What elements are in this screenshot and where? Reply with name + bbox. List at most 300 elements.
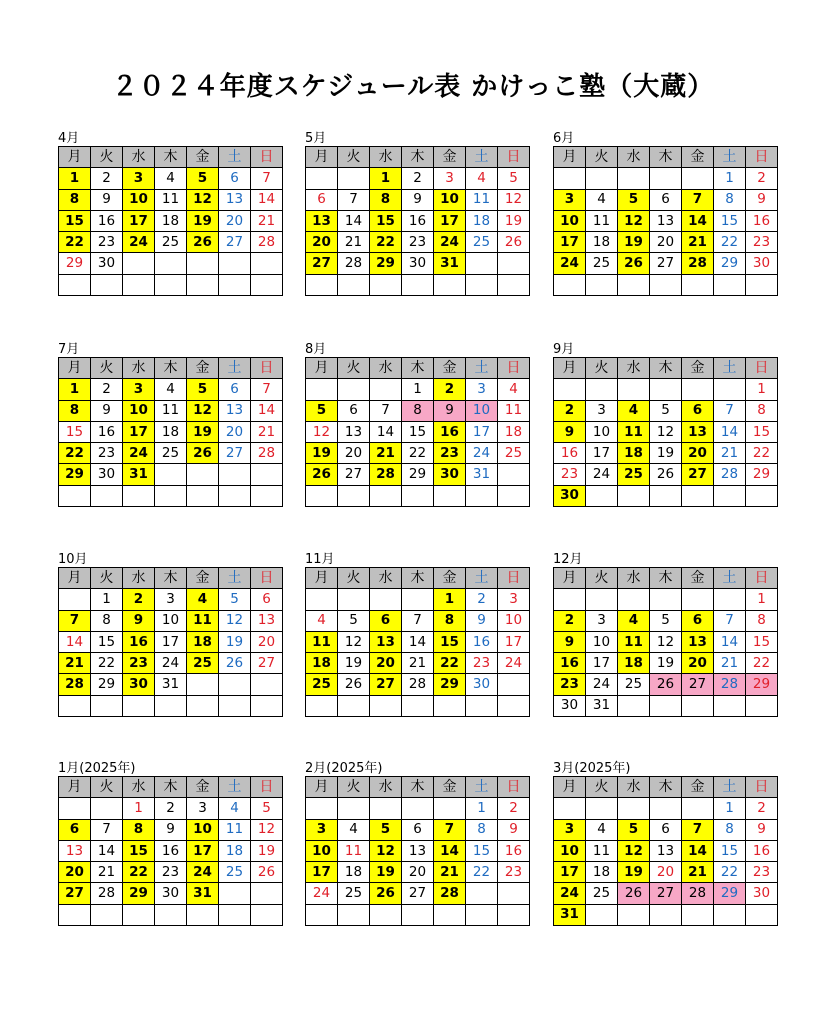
day-cell: [714, 695, 746, 716]
day-cell: 20: [59, 862, 91, 883]
weekday-header: 月: [306, 777, 338, 798]
day-cell: 2: [554, 610, 586, 631]
day-cell: [155, 904, 187, 925]
day-cell: 25: [618, 674, 650, 695]
day-cell: 2: [746, 168, 778, 189]
day-cell: 1: [714, 168, 746, 189]
day-cell: 12: [498, 189, 530, 210]
week-row: [59, 253, 283, 274]
weekday-header: 日: [251, 568, 283, 589]
day-cell: [498, 904, 530, 925]
day-cell: 29: [123, 883, 155, 904]
weekday-header: 土: [714, 147, 746, 168]
day-cell: 2: [402, 168, 434, 189]
day-cell: 31: [187, 883, 219, 904]
day-cell: [650, 695, 682, 716]
week-row: [59, 610, 283, 631]
day-cell: 4: [306, 610, 338, 631]
day-cell: [618, 168, 650, 189]
day-cell: 22: [434, 653, 466, 674]
day-cell: 6: [650, 819, 682, 840]
day-cell: 17: [187, 840, 219, 861]
day-cell: 28: [714, 674, 746, 695]
weekday-header: 火: [586, 568, 618, 589]
day-cell: 1: [402, 379, 434, 400]
week-row: [306, 464, 530, 485]
weekday-header: 月: [554, 777, 586, 798]
day-cell: 5: [370, 819, 402, 840]
day-cell: 29: [370, 253, 402, 274]
week-row: [59, 840, 283, 861]
day-cell: [91, 485, 123, 506]
month-label: 8月: [305, 342, 327, 357]
day-cell: [251, 485, 283, 506]
day-cell: 26: [650, 464, 682, 485]
day-cell: 5: [650, 610, 682, 631]
day-cell: 26: [187, 232, 219, 253]
day-cell: 19: [251, 840, 283, 861]
day-cell: [434, 274, 466, 295]
day-cell: 16: [434, 421, 466, 442]
day-cell: 23: [402, 232, 434, 253]
day-cell: 23: [155, 862, 187, 883]
day-cell: 16: [466, 631, 498, 652]
week-row: [554, 610, 778, 631]
day-cell: [251, 674, 283, 695]
day-cell: [498, 674, 530, 695]
day-cell: 19: [187, 210, 219, 231]
weekday-header: 日: [746, 358, 778, 379]
day-cell: 2: [554, 400, 586, 421]
day-cell: 21: [682, 232, 714, 253]
day-cell: 11: [187, 610, 219, 631]
day-cell: [746, 485, 778, 506]
day-cell: [123, 253, 155, 274]
day-cell: 29: [434, 674, 466, 695]
weekday-header-row: [554, 147, 778, 168]
day-cell: 3: [434, 168, 466, 189]
day-cell: 1: [59, 168, 91, 189]
week-row: [59, 168, 283, 189]
weekday-header: 日: [498, 568, 530, 589]
day-cell: 25: [306, 674, 338, 695]
weekday-header: 土: [219, 147, 251, 168]
day-cell: [618, 798, 650, 819]
day-cell: [306, 168, 338, 189]
day-cell: 11: [155, 189, 187, 210]
week-row: [554, 589, 778, 610]
day-cell: 19: [650, 443, 682, 464]
day-cell: 26: [618, 883, 650, 904]
day-cell: 4: [586, 819, 618, 840]
day-cell: 3: [466, 379, 498, 400]
week-row: [59, 400, 283, 421]
week-row: [59, 589, 283, 610]
day-cell: 21: [714, 443, 746, 464]
day-cell: [123, 274, 155, 295]
day-cell: 27: [402, 883, 434, 904]
day-cell: [402, 904, 434, 925]
day-cell: 3: [123, 168, 155, 189]
day-cell: 4: [155, 379, 187, 400]
day-cell: 5: [306, 400, 338, 421]
weekday-header: 火: [91, 358, 123, 379]
day-cell: [466, 695, 498, 716]
day-cell: 7: [714, 610, 746, 631]
day-cell: [650, 485, 682, 506]
day-cell: 28: [91, 883, 123, 904]
day-cell: 30: [554, 485, 586, 506]
weekday-header: 土: [466, 358, 498, 379]
day-cell: [618, 589, 650, 610]
day-cell: [251, 883, 283, 904]
day-cell: 8: [714, 189, 746, 210]
day-cell: 30: [554, 695, 586, 716]
week-row: [59, 464, 283, 485]
day-cell: 1: [746, 589, 778, 610]
week-row: [306, 883, 530, 904]
day-cell: 10: [123, 400, 155, 421]
week-row: [554, 232, 778, 253]
day-cell: 27: [219, 232, 251, 253]
day-cell: [586, 168, 618, 189]
day-cell: [338, 379, 370, 400]
day-cell: 25: [187, 653, 219, 674]
day-cell: [306, 274, 338, 295]
week-row: [306, 904, 530, 925]
month-table: [305, 567, 530, 717]
day-cell: 12: [219, 610, 251, 631]
day-cell: [370, 904, 402, 925]
week-row: [554, 210, 778, 231]
day-cell: 9: [554, 421, 586, 442]
week-row: [554, 840, 778, 861]
day-cell: 1: [714, 798, 746, 819]
day-cell: 24: [498, 653, 530, 674]
day-cell: [650, 168, 682, 189]
weekday-header: 日: [251, 358, 283, 379]
day-cell: 25: [586, 253, 618, 274]
day-cell: 17: [586, 653, 618, 674]
weekday-header: 木: [650, 568, 682, 589]
day-cell: 5: [187, 168, 219, 189]
day-cell: 20: [682, 443, 714, 464]
day-cell: [498, 274, 530, 295]
weekday-header-row: [306, 777, 530, 798]
day-cell: [434, 798, 466, 819]
week-row: [554, 421, 778, 442]
day-cell: 21: [682, 862, 714, 883]
weekday-header: 月: [554, 147, 586, 168]
day-cell: [187, 674, 219, 695]
day-cell: 15: [746, 421, 778, 442]
day-cell: [219, 485, 251, 506]
day-cell: 12: [650, 631, 682, 652]
day-cell: 25: [338, 883, 370, 904]
day-cell: 15: [370, 210, 402, 231]
day-cell: 28: [338, 253, 370, 274]
month-label: 11月: [305, 552, 335, 567]
week-row: [306, 189, 530, 210]
weekday-header-row: [59, 147, 283, 168]
weekday-header: 月: [306, 568, 338, 589]
day-cell: 2: [466, 589, 498, 610]
month-calendar: [553, 761, 775, 926]
day-cell: 7: [402, 610, 434, 631]
day-cell: 29: [402, 464, 434, 485]
day-cell: 27: [370, 674, 402, 695]
day-cell: 8: [59, 189, 91, 210]
day-cell: 12: [187, 400, 219, 421]
day-cell: 29: [91, 674, 123, 695]
day-cell: 11: [618, 631, 650, 652]
day-cell: [338, 695, 370, 716]
day-cell: 28: [59, 674, 91, 695]
day-cell: 26: [498, 232, 530, 253]
day-cell: 26: [338, 674, 370, 695]
day-cell: 20: [682, 653, 714, 674]
day-cell: 24: [123, 232, 155, 253]
day-cell: 17: [306, 862, 338, 883]
weekday-header-row: [554, 568, 778, 589]
day-cell: 18: [586, 862, 618, 883]
day-cell: 18: [466, 210, 498, 231]
weekday-header-row: [306, 358, 530, 379]
week-row: [59, 819, 283, 840]
week-row: [554, 798, 778, 819]
weekday-header: 金: [187, 568, 219, 589]
day-cell: 10: [187, 819, 219, 840]
weekday-header: 土: [714, 358, 746, 379]
day-cell: 10: [155, 610, 187, 631]
month-label: 6月: [553, 131, 575, 146]
weekday-header: 日: [498, 147, 530, 168]
day-cell: 21: [91, 862, 123, 883]
day-cell: [306, 695, 338, 716]
day-cell: [746, 695, 778, 716]
day-cell: 8: [123, 819, 155, 840]
day-cell: [187, 904, 219, 925]
weekday-header: 土: [219, 568, 251, 589]
day-cell: [338, 589, 370, 610]
day-cell: 21: [59, 653, 91, 674]
day-cell: [306, 798, 338, 819]
day-cell: [650, 798, 682, 819]
day-cell: [306, 904, 338, 925]
day-cell: 14: [714, 421, 746, 442]
day-cell: 23: [746, 862, 778, 883]
week-row: [306, 798, 530, 819]
day-cell: 24: [586, 464, 618, 485]
day-cell: 12: [306, 421, 338, 442]
day-cell: 15: [434, 631, 466, 652]
day-cell: 15: [59, 210, 91, 231]
weekday-header-row: [59, 568, 283, 589]
day-cell: 22: [59, 443, 91, 464]
day-cell: 8: [714, 819, 746, 840]
day-cell: [714, 485, 746, 506]
day-cell: [219, 904, 251, 925]
day-cell: 13: [370, 631, 402, 652]
day-cell: 30: [91, 464, 123, 485]
day-cell: [586, 274, 618, 295]
day-cell: 10: [466, 400, 498, 421]
day-cell: 19: [338, 653, 370, 674]
day-cell: 25: [219, 862, 251, 883]
day-cell: [338, 485, 370, 506]
weekday-header: 水: [618, 777, 650, 798]
day-cell: 8: [466, 819, 498, 840]
month-label: 9月: [553, 342, 575, 357]
day-cell: [618, 274, 650, 295]
day-cell: 24: [123, 443, 155, 464]
month-table: [553, 357, 778, 507]
day-cell: 15: [714, 210, 746, 231]
week-row: [306, 232, 530, 253]
day-cell: 24: [306, 883, 338, 904]
day-cell: 30: [434, 464, 466, 485]
day-cell: 19: [498, 210, 530, 231]
day-cell: [586, 589, 618, 610]
day-cell: 20: [219, 421, 251, 442]
weekday-header: 土: [219, 777, 251, 798]
weekday-header: 火: [586, 777, 618, 798]
day-cell: 26: [618, 253, 650, 274]
day-cell: 26: [650, 674, 682, 695]
weekday-header: 水: [123, 777, 155, 798]
day-cell: [91, 695, 123, 716]
day-cell: [618, 904, 650, 925]
day-cell: [746, 904, 778, 925]
day-cell: [682, 168, 714, 189]
day-cell: 27: [306, 253, 338, 274]
weekday-header: 水: [370, 147, 402, 168]
weekday-header: 日: [746, 147, 778, 168]
day-cell: 22: [123, 862, 155, 883]
day-cell: 17: [466, 421, 498, 442]
day-cell: 13: [219, 189, 251, 210]
weekday-header: 水: [123, 358, 155, 379]
day-cell: 31: [434, 253, 466, 274]
week-row: [306, 210, 530, 231]
month-calendar: [305, 131, 527, 296]
day-cell: 14: [434, 840, 466, 861]
day-cell: 12: [370, 840, 402, 861]
day-cell: 23: [123, 653, 155, 674]
day-cell: 20: [650, 862, 682, 883]
day-cell: 11: [155, 400, 187, 421]
day-cell: [187, 253, 219, 274]
day-cell: [714, 379, 746, 400]
month-calendar: [58, 342, 280, 507]
day-cell: 2: [91, 379, 123, 400]
day-cell: 27: [59, 883, 91, 904]
day-cell: 5: [338, 610, 370, 631]
day-cell: 2: [91, 168, 123, 189]
day-cell: 7: [370, 400, 402, 421]
day-cell: 2: [155, 798, 187, 819]
month-calendar: [553, 131, 775, 296]
weekday-header: 火: [91, 777, 123, 798]
day-cell: 28: [682, 253, 714, 274]
day-cell: 6: [682, 400, 714, 421]
week-row: [554, 485, 778, 506]
weekday-header: 木: [402, 147, 434, 168]
day-cell: 25: [155, 232, 187, 253]
day-cell: 13: [306, 210, 338, 231]
day-cell: [187, 274, 219, 295]
day-cell: 4: [187, 589, 219, 610]
day-cell: 6: [338, 400, 370, 421]
day-cell: 17: [155, 631, 187, 652]
day-cell: [59, 798, 91, 819]
day-cell: 7: [251, 379, 283, 400]
day-cell: 14: [251, 189, 283, 210]
day-cell: 28: [434, 883, 466, 904]
day-cell: 6: [306, 189, 338, 210]
day-cell: [59, 274, 91, 295]
week-row: [306, 653, 530, 674]
day-cell: 1: [123, 798, 155, 819]
weekday-header: 木: [155, 358, 187, 379]
week-row: [59, 674, 283, 695]
day-cell: 13: [402, 840, 434, 861]
day-cell: 5: [187, 379, 219, 400]
day-cell: 28: [251, 232, 283, 253]
day-cell: [682, 695, 714, 716]
day-cell: 23: [91, 232, 123, 253]
day-cell: 16: [498, 840, 530, 861]
day-cell: [155, 464, 187, 485]
day-cell: [338, 798, 370, 819]
day-cell: 4: [219, 798, 251, 819]
month-label: 3月(2025年): [553, 761, 631, 776]
day-cell: 10: [306, 840, 338, 861]
month-table: [58, 567, 283, 717]
day-cell: [466, 253, 498, 274]
day-cell: 23: [91, 443, 123, 464]
day-cell: 31: [155, 674, 187, 695]
day-cell: 30: [91, 253, 123, 274]
month-calendar: [305, 552, 527, 717]
weekday-header: 金: [187, 147, 219, 168]
day-cell: 13: [251, 610, 283, 631]
week-row: [306, 840, 530, 861]
month-label: 7月: [58, 342, 80, 357]
day-cell: 24: [155, 653, 187, 674]
weekday-header: 金: [682, 147, 714, 168]
day-cell: 20: [370, 653, 402, 674]
day-cell: 25: [586, 883, 618, 904]
day-cell: 20: [402, 862, 434, 883]
day-cell: [498, 883, 530, 904]
day-cell: [434, 485, 466, 506]
day-cell: 17: [123, 421, 155, 442]
day-cell: [714, 274, 746, 295]
day-cell: [251, 274, 283, 295]
day-cell: 30: [155, 883, 187, 904]
day-cell: [498, 695, 530, 716]
day-cell: [466, 904, 498, 925]
day-cell: [306, 379, 338, 400]
day-cell: 21: [370, 443, 402, 464]
week-row: [554, 862, 778, 883]
day-cell: 7: [434, 819, 466, 840]
day-cell: 25: [466, 232, 498, 253]
day-cell: 30: [123, 674, 155, 695]
day-cell: 8: [434, 610, 466, 631]
day-cell: 29: [59, 464, 91, 485]
